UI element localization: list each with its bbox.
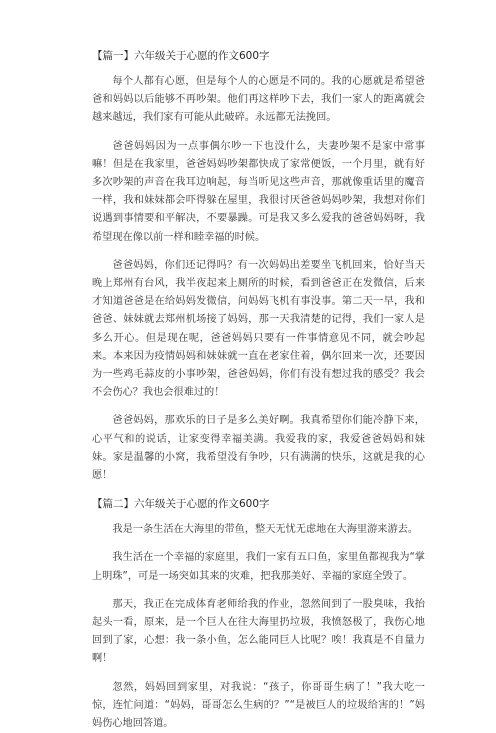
paragraph: 爸爸妈妈因为一点事偶尔吵一下也没什么，夫妻吵架不是家中常事嘛！但是在我家里，爸爸妈妈吵架都快成了家常便饭，一个月里，就有好多次吵架的声音在我耳边响起，每当听见这些声音，那就像重话里的魔音一样，我和妹妹都会吓得躲在屋里，我很讨厌爸爸妈妈吵架，我想对你们说遇到事情要和平解决，不要暴躁。可是我又多么爱我的爸爸妈妈呀，我希望现在像以前一样和睦幸福的时候。 [92,140,425,243]
paragraph: 我生活在一个幸福的家庭里，我们一家有五口鱼，家里鱼都视我为“掌上明珠”，可是一场突如其来的灾难，把我那美好、幸福的家庭全毁了。 [92,552,425,582]
paragraph: 忽然，妈妈回到家里，对我说：“孩子，你哥哥生病了！”我大吃一惊，连忙问道：“妈妈，哥哥怎么生病的？”“是被巨人的垃圾给害的！”妈妈伤心地回答道。 [92,681,425,730]
article-heading-2: 【篇二】六年级关于心愿的作文600字 [92,498,270,511]
paragraph: 我是一条生活在大海里的带鱼，整天无忧无虑地在大海里游来游去。 [112,524,419,536]
article-body [92,47,425,733]
article-heading-1: 【篇一】六年级关于心愿的作文600字 [92,50,270,62]
paragraph: 那天，我正在完成体育老师给我的作业，忽然间到了一股臭味，我抬起头一看，原来，是一个巨人在往大海里扔垃圾，我愤怒极了，我伤心地回到了家，心想：我一条小鱼，怎么能同巨人比呢？唉！我真是不自量力啊！ [92,598,425,665]
paragraph: 爸爸妈妈，那欢乐的日子是多么美好啊。我真希望你们能冷静下来，心平气和的说话，让家变得幸福美满。我爱我的家，我爱爸爸妈妈和妹妹。家是温馨的小窝，我希望没有争吵，只有满满的快乐，这就是我的心愿！ [92,415,425,482]
paragraph: 每个人都有心愿，但是每个人的心愿是不同的。我的心愿就是希望爸爸和妈妈以后能够不再吵架。他们再这样吵下去，我们一家人的距离就会越来越远，我们家有可能从此破碎。永远都无法挽回。 [92,76,425,124]
paragraph: 爸爸妈妈，你们还记得吗？有一次妈妈出差要坐飞机回来，恰好当天晚上郑州有台风，我半夜起来上厕所的时候，看到爸爸正在发微信，后来才知道爸爸是在给妈妈发微信，问妈妈飞机有事没事。第二天一早，我和爸爸、妹妹就去郑州机场接了妈妈，那一天我清楚的记得，我们一家人是多么开心。但是现在呢，爸爸妈妈只要有一件事情意见不同，就会吵起来。本来因为疫情妈妈和妹妹就一直在老家住着，偶尔回来一次，还要因为一些鸡毛蒜皮的小事吵架，爸爸妈妈，你们有没有想过我的感受？我会不会伤心？我也会很难过的！ [92,259,425,399]
